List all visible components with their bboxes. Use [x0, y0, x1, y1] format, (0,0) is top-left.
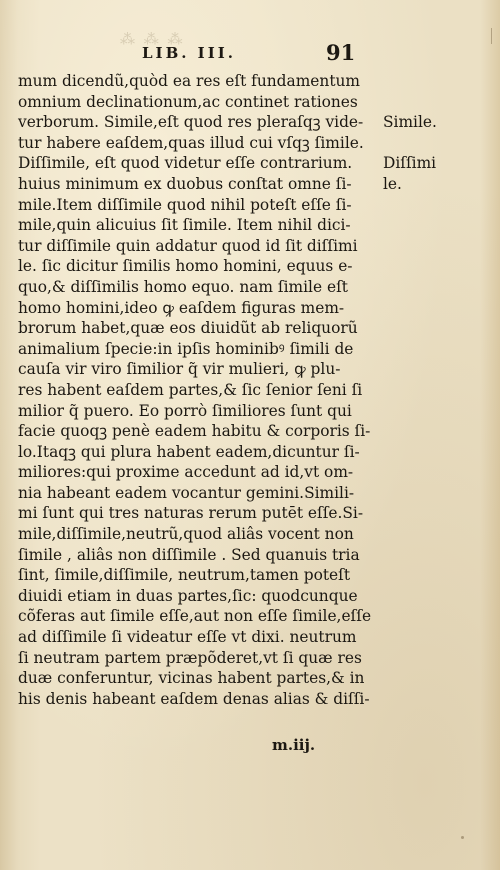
text-line: verborum. Simile,eſt quod res pleraſqꝫ vide-: [18, 113, 364, 132]
text-line: huius minimum ex duobus conſtat omne ſi-: [18, 174, 352, 193]
show-through-mark: ⁂ ⁂ ⁂: [118, 30, 183, 48]
text-line: mile,quin alicuius ſit ſimile. Item nihil dici-: [18, 216, 351, 235]
text-line: diuidi etiam in duas partes,ſic: quodcunque: [18, 586, 358, 605]
text-line: cõferas aut ſimile eſſe,aut non eſſe ſimile,eſſe: [18, 607, 372, 626]
text-line: cauſa vir viro ſimilior q̃ vir mulieri, ꝙ plu-: [18, 360, 341, 379]
signature-mark: m.iij.: [272, 736, 316, 754]
page-number: 91: [326, 40, 356, 65]
text-line: tur diſſimile quin addatur quod id ſit diſſimi: [18, 236, 358, 255]
text-line: duæ conferuntur, vicinas habent partes,& in: [18, 669, 365, 688]
text-line: mile.Item diſſimile quod nihil poteſt eſſe ſi-: [18, 195, 352, 214]
text-line: mile,diſſimile,neutrũ,quod aliâs vocent non: [18, 525, 354, 544]
text-line: quo,& diſſimilis homo equo. nam ſimile eſt: [18, 277, 348, 296]
text-line: le. ſic dicitur ſimilis homo homini, equus e-: [18, 257, 353, 276]
margin-note-dissimile: Diſſimi: [383, 154, 437, 172]
margin-note-simile: Simile.: [383, 113, 437, 131]
paper-edge-mark: [491, 28, 492, 44]
text-line: brorum habet,quæ eos diuidũt ab reliquorũ: [18, 319, 358, 338]
text-line: lo.Itaqꝫ qui plura habent eadem,dicuntur ſi-: [18, 442, 360, 461]
text-line: homo homini,ideo ꝙ eaſdem figuras mem-: [18, 298, 345, 317]
text-line: nia habeant eadem vocantur gemini.Simili-: [18, 483, 355, 502]
text-line: res habent eaſdem partes,& ſic ſenior ſeni ſi: [18, 380, 363, 399]
running-head: LIB. III.: [142, 44, 236, 62]
text-line: ſi neutram partem præpõderet,vt ſi quæ res: [18, 648, 362, 667]
text-line: facie quoqꝫ penè eadem habitu & corporis ſi-: [18, 422, 371, 441]
text-line: ad diſſimile ſi videatur eſſe vt dixi. neutrum: [18, 628, 357, 647]
body-text: [18, 71, 378, 709]
text-line: ſimile , aliâs non diſſimile . Sed quanuis tria: [18, 545, 360, 564]
text-line: his denis habeant eaſdem denas alias & diſſi-: [18, 689, 370, 708]
text-line: milior q̃ puero. Eo porrò ſimiliores ſunt qui: [18, 401, 352, 420]
page-header: [142, 40, 356, 66]
text-line: omnium declinationum,ac continet rationes: [18, 92, 358, 111]
text-line: miliores:qui proxime accedunt ad id,vt om-: [18, 463, 354, 482]
text-line: tur habere eaſdem,quas illud cui vſqꝫ ſimile.: [18, 133, 364, 152]
text-line: animalium ſpecie:in ipſis hominibꝰ ſimili de: [18, 339, 354, 358]
text-line: mum dicendũ,quòd ea res eſt fundamentum: [18, 72, 361, 90]
paper-speck: [461, 836, 464, 839]
text-line: mi ſunt qui tres naturas rerum putēt eſſe.Si-: [18, 504, 364, 523]
text-line: ſint, ſimile,diſſimile, neutrum,tamen poteſt: [18, 566, 351, 585]
margin-note-dissimile-cont: le.: [383, 175, 402, 193]
text-line: Diſſimile, eſt quod videtur eſſe contrarium.: [18, 154, 353, 173]
